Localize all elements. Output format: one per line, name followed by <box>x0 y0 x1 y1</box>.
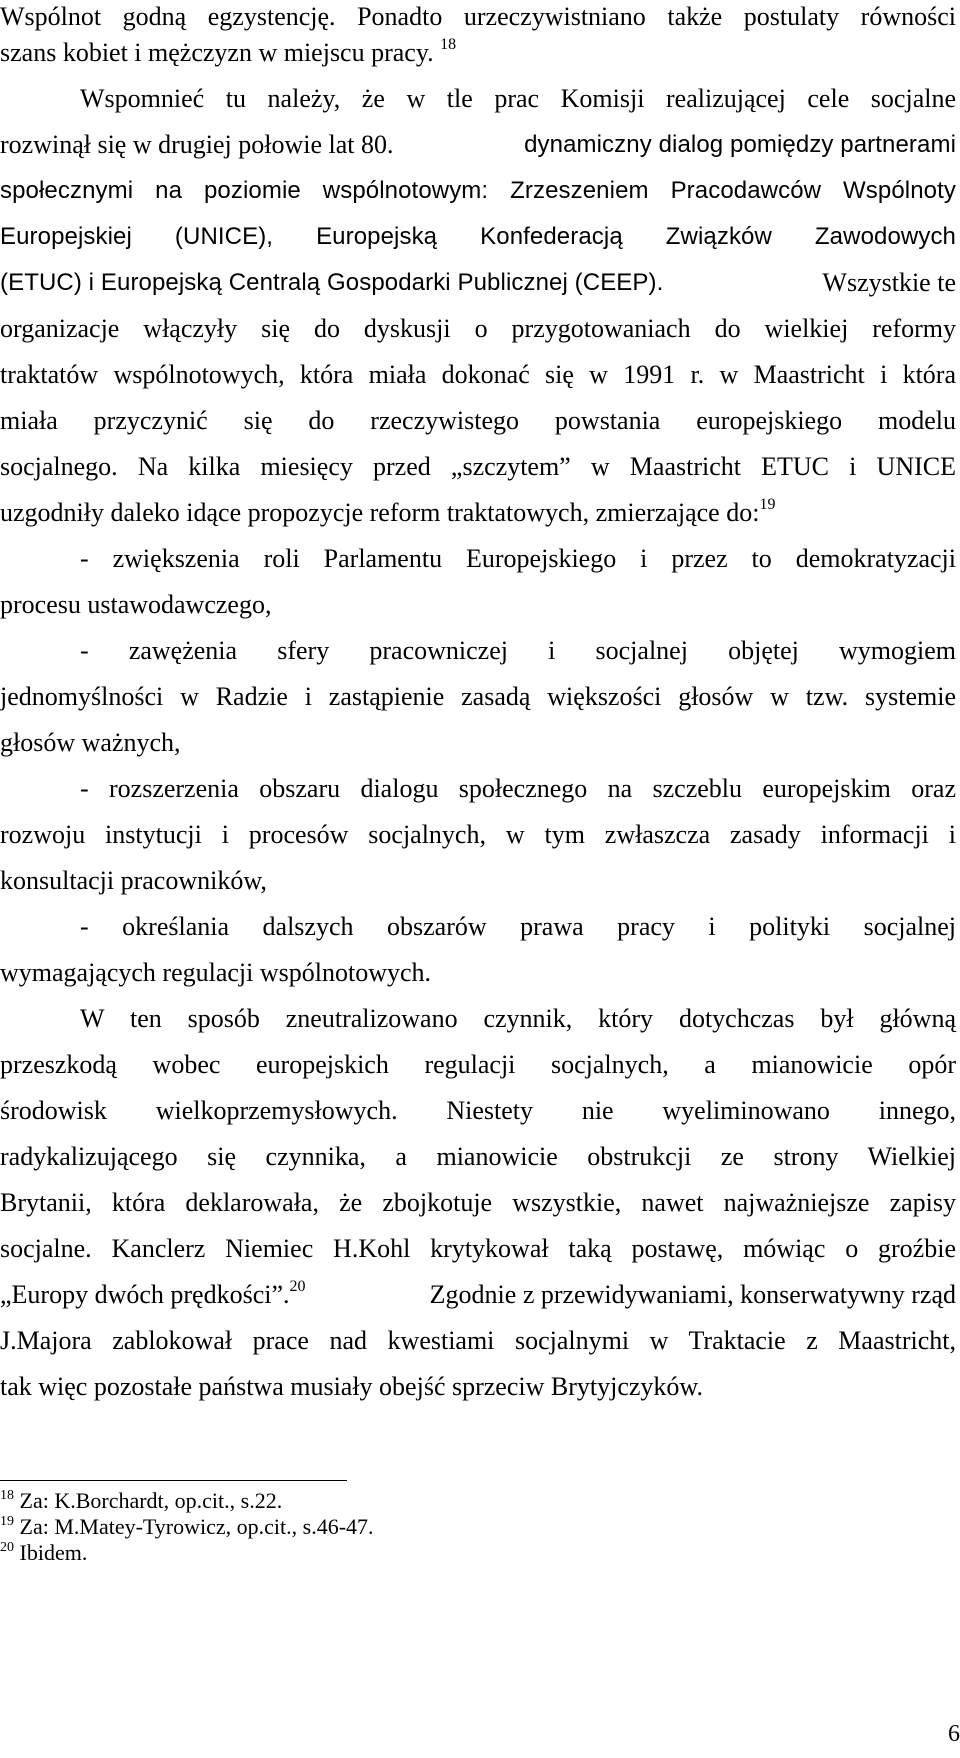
text-line: środowisk wielkoprzemysłowych. Niestety nie wyeliminowano innego, <box>0 1096 956 1125</box>
text-line: (ETUC) i Europejską Centralą Gospodarki Publicznej (CEEP). <box>0 269 664 296</box>
text-line: jednomyślności w Radzie i zastąpienie zasadą większości głosów w tzw. systemie <box>0 682 956 711</box>
text-line: przeszkodą wobec europejskich regulacji socjalnych, a mianowicie opór <box>0 1050 956 1079</box>
text-line: Wspólnot godną egzystencję. Ponadto urzeczywistniano także postulaty równości <box>0 2 956 31</box>
text-line: miała przyczynić się do rzeczywistego powstania europejskiego modelu <box>0 406 956 435</box>
text-line: szans kobiet i mężczyzn w miejscu pracy. $^{18}$ <box>0 36 457 67</box>
page-number: 6 <box>948 1721 960 1747</box>
text-line: konsultacji pracowników, <box>0 866 267 895</box>
footnote-ref: 20 <box>289 1278 306 1295</box>
text-line: rozwinął się w drugiej połowie lat 80. <box>0 130 394 159</box>
text-line: głosów ważnych, <box>0 728 181 757</box>
text-line: W ten sposób zneutralizowano czynnik, który dotychczas był główną <box>80 1004 956 1033</box>
text-line: J.Majora zablokował prace nad kwestiami socjalnymi w Traktacie z Maastricht, <box>0 1326 956 1355</box>
list-item: - zawężenia sfery pracowniczej i socjalnej objętej wymogiem <box>80 636 956 665</box>
text-line: socjalne. Kanclerz Niemiec H.Kohl krytykował taką postawę, mówiąc o groźbie <box>0 1234 956 1263</box>
footnote-number: 19 <box>0 1514 14 1529</box>
text-line: Europejskiej (UNICE), Europejską Konfederacją Związków Zawodowych <box>0 223 956 250</box>
list-item: - określania dalszych obszarów prawa pracy i polityki socjalnej <box>80 912 956 941</box>
footnote-number: 18 <box>0 1488 14 1503</box>
text-line: „Europy dwóch prędkości”.$^{20}$ <box>0 1278 306 1309</box>
text-line: Brytanii, która deklarowała, że zbojkotuje wszystkie, nawet najważniejsze zapisy <box>0 1188 956 1217</box>
footnote-separator <box>0 1480 347 1481</box>
text-line: wymagających regulacji wspólnotowych. <box>0 958 432 987</box>
text-line: radykalizującego się czynnika, a mianowicie obstrukcji ze strony Wielkiej <box>0 1142 956 1171</box>
text-line: Wspomnieć tu należy, że w tle prac Komisji realizującej cele socjalne <box>80 84 956 113</box>
text-line: tak więc pozostałe państwa musiały obejść sprzeciw Brytyjczyków. <box>0 1372 703 1401</box>
footnote-ref: 18 <box>440 36 457 53</box>
text-line: procesu ustawodawczego, <box>0 590 272 619</box>
text-line: organizacje włączyły się do dyskusji o przygotowaniach do wielkiej reformy <box>0 314 956 343</box>
footnote: $^{19}$ Za: M.Matey-Tyrowicz, op.cit., s.46-47. <box>0 1514 374 1539</box>
text-line: Zgodnie z przewidywaniami, konserwatywny rząd <box>429 1280 956 1309</box>
text-line: socjalnego. Na kilka miesięcy przed „szczytem” w Maastricht ETUC i UNICE <box>0 452 956 481</box>
footnote: $^{18}$ Za: K.Borchardt, op.cit., s.22. <box>0 1488 283 1513</box>
text-line: społecznymi na poziomie wspólnotowym: Zrzeszeniem Pracodawców Wspólnoty <box>0 177 956 204</box>
text-line: rozwoju instytucji i procesów socjalnych, w tym zwłaszcza zasady informacji i <box>0 820 956 849</box>
text-line: Wszystkie te <box>822 268 956 297</box>
footnote: $^{20}$ Ibidem. <box>0 1540 88 1565</box>
footnote-number: 20 <box>0 1540 14 1555</box>
list-item: - zwiększenia roli Parlamentu Europejskiego i przez to demokratyzacji <box>80 544 956 573</box>
text-line: uzgodniły daleko idące propozycje reform traktatowych, zmierzające do:$^{19}$ <box>0 496 776 527</box>
text-line: traktatów wspólnotowych, która miała dokonać się w 1991 r. w Maastricht i która <box>0 360 956 389</box>
footnote-ref: 19 <box>759 496 776 513</box>
list-item: - rozszerzenia obszaru dialogu społecznego na szczeblu europejskim oraz <box>80 774 956 803</box>
text-line: dynamiczny dialog pomiędzy partnerami <box>524 131 956 158</box>
